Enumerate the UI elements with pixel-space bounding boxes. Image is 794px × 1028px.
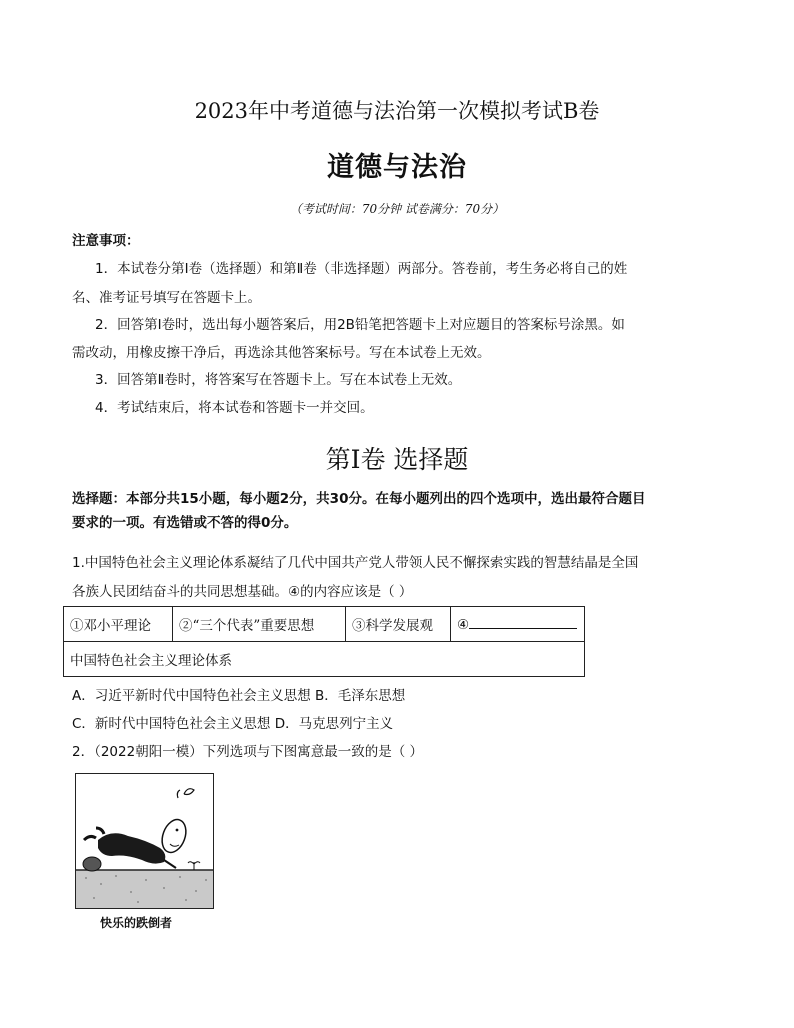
table-cell-1: ①邓小平理论: [64, 607, 173, 642]
exam-info: （考试时间：70分钟 试卷满分：70分）: [289, 202, 505, 216]
notice-item-3: 3．回答第Ⅱ卷时，将答案写在答题卡上。写在本试卷上无效。: [95, 372, 462, 388]
cartoon-drawing: [76, 774, 213, 908]
notice-item-4: 4．考试结束后，将本试卷和答题卡一并交回。: [95, 400, 374, 416]
answer-blank-line: [469, 616, 577, 629]
notice-item-2-line-2: 需改动，用橡皮擦干净后，再选涂其他答案标号。写在本试卷上无效。: [72, 345, 491, 361]
q2-stem: 2．（2022朝阳一模）下列选项与下图寓意最一致的是（ ）: [72, 744, 423, 760]
q1-theory-table: [63, 606, 585, 677]
notice-item-2-line-1: 2．回答第Ⅰ卷时，选出每小题答案后，用2B铅笔把答题卡上对应题目的答案标号涂黑。如: [95, 317, 625, 333]
cartoon-body: [98, 833, 165, 863]
table-bottom-row: 中国特色社会主义理论体系: [64, 642, 585, 677]
q1-options-line-2: C．新时代中国特色社会主义思想 D．马克思列宁主义: [72, 716, 394, 732]
table-cell-3: ③科学发展观: [346, 607, 451, 642]
notice-item-1-line-2: 名、准考证号填写在答题卡上。: [72, 290, 261, 306]
notice-item-1-line-1: 1．本试卷分第Ⅰ卷（选择题）和第Ⅱ卷（非选择题）两部分。答卷前，考生务必将自己的姓: [95, 261, 628, 277]
subject-title: 道德与法治: [327, 152, 467, 183]
table-cell-4: [451, 607, 585, 642]
notice-heading: 注意事项：: [72, 233, 140, 249]
q1-stem-line-1: 1.中国特色社会主义理论体系凝结了几代中国共产党人带领人民不懈探索实践的智慧结晶是全国: [72, 555, 639, 571]
section-instructions-line-1: 选择题：本部分共15小题，每小题2分，共30分。在每小题列出的四个选项中，选出最符合题目: [72, 491, 646, 507]
cartoon-squiggle: [177, 789, 194, 798]
q1-stem-line-2: 各族人民团结奋斗的共同思想基础。④的内容应该是（ ）: [72, 584, 413, 600]
cartoon-caption: 快乐的跌倒者: [100, 916, 173, 930]
cartoon-rock: [83, 857, 101, 871]
section-title: 第Ⅰ卷 选择题: [325, 445, 469, 474]
cartoon-head: [158, 816, 190, 855]
table-cell-4-label: ④: [457, 616, 470, 633]
cartoon-ground: [76, 870, 213, 908]
exam-title: 2023年中考道德与法治第一次模拟考试B卷: [194, 99, 600, 123]
table-cell-2: ②“三个代表”重要思想: [173, 607, 346, 642]
q1-options-line-1: A．习近平新时代中国特色社会主义思想 B．毛泽东思想: [72, 688, 406, 704]
section-instructions-line-2: 要求的一项。有选错或不答的得0分。: [72, 515, 298, 531]
happy-faller-cartoon: [75, 773, 214, 909]
